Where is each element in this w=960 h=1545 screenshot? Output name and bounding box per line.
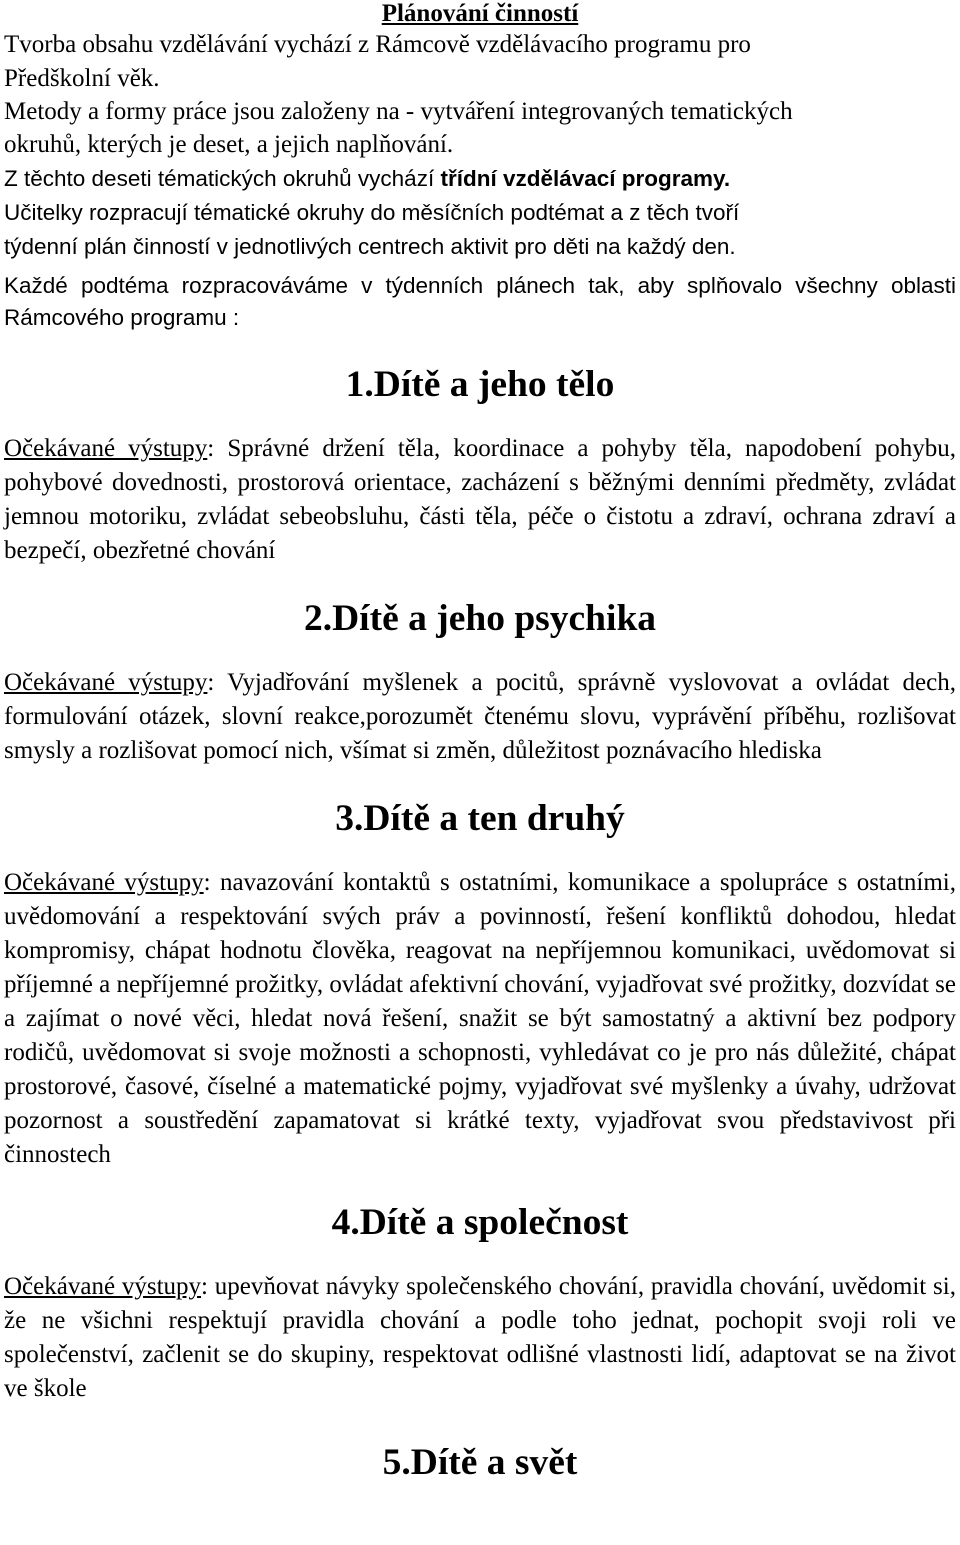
intro-line-2: Předškolní věk.: [4, 65, 160, 92]
section-heading-2: 2.Dítě a jeho psychika: [303, 598, 657, 639]
section-body-2: Očekávané výstupy: Vyjadřování myšlenek a pocitů, správně vyslovovat a ovládat dech, formulování otázek, slovní reakce,porozumět čtenému slovu, vyprávění příběhu, rozlišovat smysly a rozlišovat pomocí nich, všímat si změn, důležitost poznávacího hlediska: [4, 669, 956, 764]
section-text-2: Vyjadřování myšlenek a pocitů, správně vyslovovat a ovládat dech, formulování otázek, slovní reakce,porozumět čtenému slovu, vyprávění příběhu, rozlišovat smysly a rozlišovat pomocí nich, všímat si změn, důležitost poznávacího hlediska: [4, 669, 956, 764]
intro-line-3: Metody a formy práce jsou založeny na - vytváření integrovaných tematických: [4, 98, 793, 125]
outcomes-label: Očekávané výstupy: [4, 1273, 202, 1300]
intro-block: [4, 28, 956, 334]
intro-line-5-bold: třídní vzdělávací programy.: [440, 166, 731, 191]
section-heading-4: 4.Dítě a společnost: [331, 1202, 629, 1243]
intro-line-4: okruhů, kterých je deset, a jejich naplňování.: [4, 131, 454, 158]
section-heading-3: 3.Dítě a ten druhý: [335, 798, 625, 839]
document-page: [4, 0, 957, 1483]
intro-line-5-text: Z těchto deseti tématických okruhů vychází: [4, 166, 441, 191]
section-body-1: Očekávané výstupy: Správné držení těla, koordinace a pohyby těla, napodobení pohybu, pohybové dovednosti, prostorová orientace, zacházení s běžnými denními předměty, zvládat jemnou motoriku, zvládat sebeobsluhu, části těla, péče o čistotu a zdraví, ochrana zdraví a bezpečí, obezřetné chování: [4, 435, 956, 564]
section-body-4: Očekávané výstupy: upevňovat návyky společenského chování, pravidla chování, uvědomit si, že ne všichni respektují pravidla chování a podle toho jednat, pochopit svoji roli ve společenství, začlenit se do skupiny, respektovat odlišné vlastnosti lidí, adaptovat se na život ve škole: [4, 1273, 956, 1402]
intro-line-5: [4, 162, 956, 196]
outcomes-label: Očekávané výstupy: [4, 669, 208, 696]
section-text-3: navazování kontaktů s ostatními, komunikace a spolupráce s ostatními, uvědomování a respektování svých práv a povinností, řešení konfliktů dohodou, hledat kompromisy, chápat hodnotu člověka, reagovat na nepříjemnou komunikaci, uvědomovat si příjemné a nepříjemné prožitky, ovládat afektivní chování, vyjadřovat své prožitky, dozvídat se a zajímat o nové věci, hledat nová řešení, snažit se být samostatný a aktivní bez podpory rodičů, uvědomovat si svoje možnosti a schopnosti, vyhledávat co je pro nás důležité, chápat prostorové, časové, číselné a matematické pojmy, vyjadřovat své myšlenky a úvahy, udržovat pozornost a soustředění zapamatovat si krátké texty, vyjadřovat svou představivost při činnostech: [4, 869, 957, 1168]
intro-line-1: Tvorba obsahu vzdělávání vychází z Rámcově vzdělávacího programu pro: [4, 31, 751, 58]
intro-line-8: Každé podtéma rozpracováváme v týdenních plánech tak, aby splňovalo všechny oblasti Rámcového programu :: [4, 273, 956, 330]
section-body-3: Očekávané výstupy: navazování kontaktů s ostatními, komunikace a spolupráce s ostatními, uvědomování a respektování svých práv a povinností, řešení konfliktů dohodou, hledat kompromisy, chápat hodnotu člověka, reagovat na nepříjemnou komunikaci, uvědomovat si příjemné a nepříjemné prožitky, ovládat afektivní chování, vyjadřovat své prožitky, dozvídat se a zajímat o nové věci, hledat nová řešení, snažit se být samostatný a aktivní bez podpory rodičů, uvědomovat si svoje možnosti a schopnosti, vyhledávat co je pro nás důležité, chápat prostorové, časové, číselné a matematické pojmy, vyjadřovat své myšlenky a úvahy, udržovat pozornost a soustředění zapamatovat si krátké texty, vyjadřovat svou představivost při činnostech: [4, 869, 957, 1168]
section-heading-5: 5.Dítě a svět: [382, 1442, 578, 1483]
outcomes-label: Očekávané výstupy: [4, 869, 204, 896]
section-text-1: Správné držení těla, koordinace a pohyby těla, napodobení pohybu, pohybové dovednosti, prostorová orientace, zacházení s běžnými denními předměty, zvládat jemnou motoriku, zvládat sebeobsluhu, části těla, péče o čistotu a zdraví, ochrana zdraví a bezpečí, obezřetné chování: [4, 435, 956, 564]
section-heading-1: 1.Dítě a jeho tělo: [345, 364, 615, 405]
intro-line-7: týdenní plán činností v jednotlivých centrech aktivit pro děti na každý den.: [4, 234, 736, 259]
outcomes-label: Očekávané výstupy: [4, 435, 208, 462]
section-text-4: upevňovat návyky společenského chování, pravidla chování, uvědomit si, že ne všichni respektují pravidla chování a podle toho jednat, pochopit svoji roli ve společenství, začlenit se do skupiny, respektovat odlišné vlastnosti lidí, adaptovat se na život ve škole: [4, 1273, 956, 1402]
page-title: Plánování činností: [381, 0, 579, 27]
intro-line-6: Učitelky rozpracují tématické okruhy do měsíčních podtémat a z těch tvoří: [4, 200, 740, 225]
